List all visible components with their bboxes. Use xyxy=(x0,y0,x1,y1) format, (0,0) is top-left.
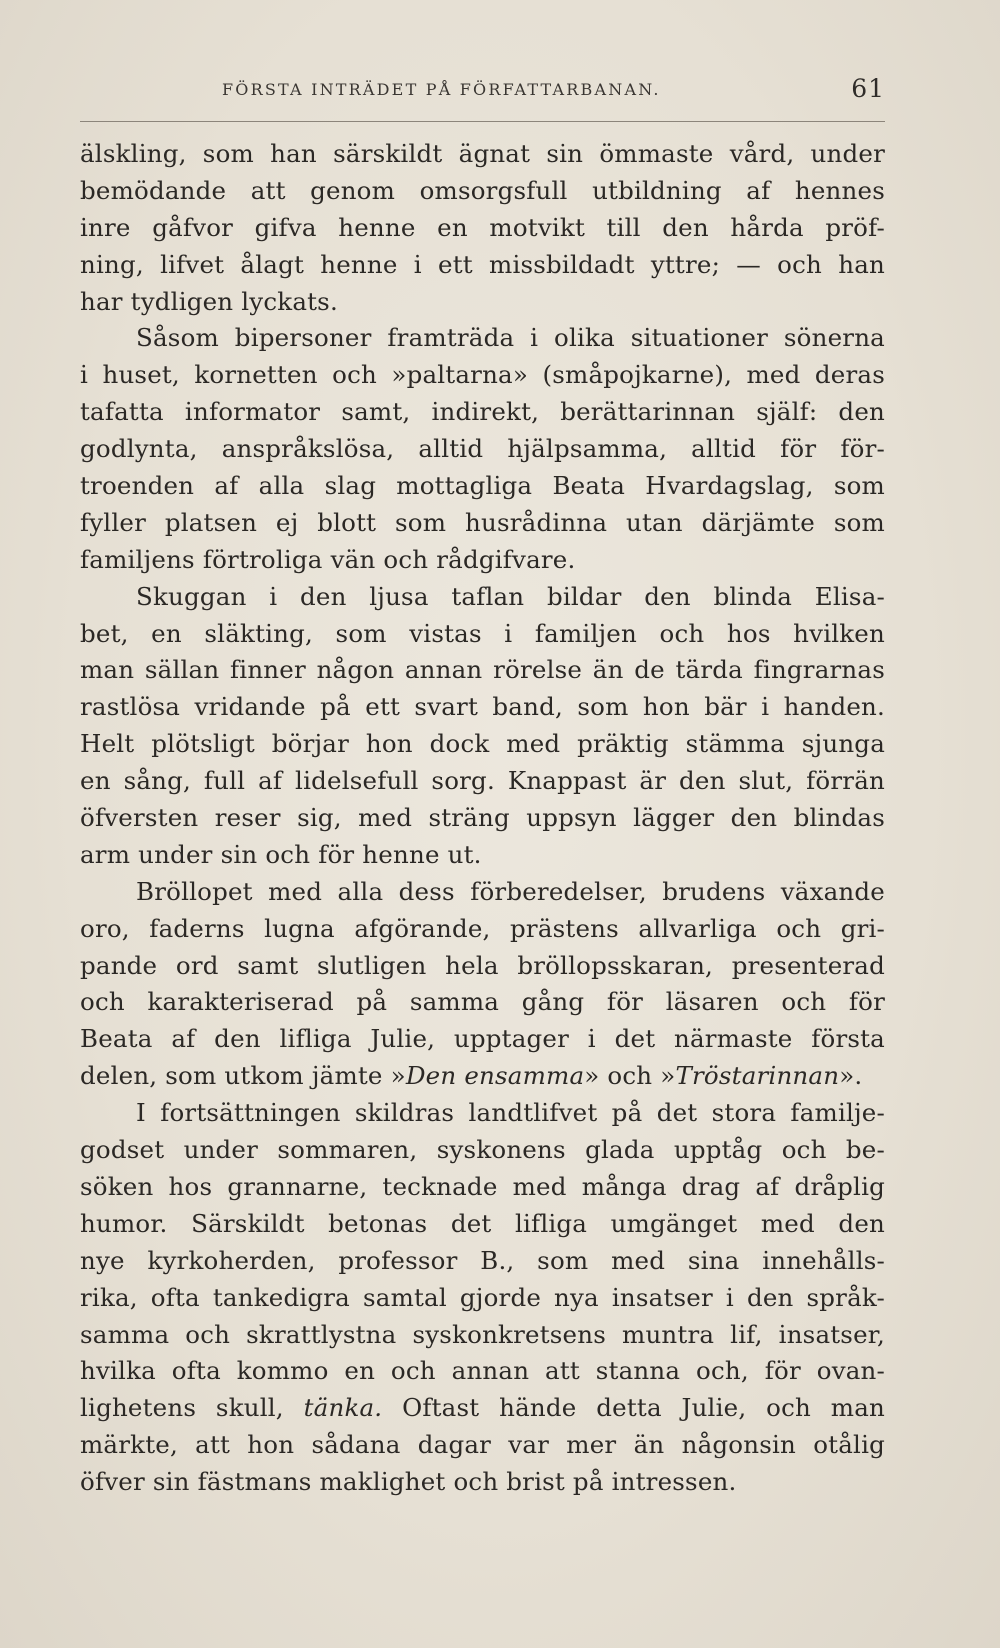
text-line xyxy=(80,1058,885,1095)
text-line: öfversten reser sig, med sträng uppsyn lägger den blindas xyxy=(80,803,885,833)
text-fragment: delen, som utkom jämte » xyxy=(80,1061,406,1091)
text-line: oro, faderns lugna afgörande, prästens allvarliga och gri- xyxy=(80,913,885,943)
text-line: rastlösa vridande på ett svart band, som hon bär i handen. xyxy=(80,692,885,722)
text-line: man sällan finner någon annan rörelse än de tärda fingrarnas xyxy=(80,655,885,685)
body-text xyxy=(80,136,885,1501)
text-line: nye kyrkoherden, professor B., som med sina innehålls- xyxy=(80,1245,885,1275)
text-line: tafatta informator samt, indirekt, berättarinnan själf: den xyxy=(80,397,885,427)
text-line: pande ord samt slutligen hela bröllopsskaran, presenterad xyxy=(80,950,885,980)
text-line: humor. Särskildt betonas det lifliga umgänget med den xyxy=(80,1208,885,1238)
text-line: inre gåfvor gifva henne en motvikt till den hårda pröf- xyxy=(80,212,885,242)
paragraph-first-line: Såsom bipersoner framträda i olika situationer sönerna xyxy=(136,323,885,353)
paragraph-first-line: I fortsättningen skildras landtlifvet på det stora familje- xyxy=(136,1098,885,1128)
page-header xyxy=(80,74,885,116)
page-number: 61 xyxy=(851,74,885,103)
text-line: hvilka ofta kommo en och annan att stanna och, för ovan- xyxy=(80,1356,885,1386)
text-fragment: » och » xyxy=(584,1061,676,1091)
paragraph-first-line: Bröllopet med alla dess förberedelser, brudens växande xyxy=(136,876,885,906)
text-line: märkte, att hon sådana dagar var mer än någonsin otålig xyxy=(80,1430,885,1460)
text-line: och karakteriserad på samma gång för läsaren och för xyxy=(80,987,885,1017)
paragraph-first-line: Skuggan i den ljusa taflan bildar den blinda Elisa- xyxy=(136,581,885,611)
text-line: samma och skrattlystna syskonkretsens muntra lif, insatser, xyxy=(80,1319,885,1349)
text-line: öfver sin fästmans maklighet och brist på intressen. xyxy=(80,1467,737,1497)
text-fragment: lighetens skull, xyxy=(80,1393,304,1423)
italic-title: Tröstarinnan xyxy=(675,1061,840,1091)
text-line: troenden af alla slag mottagliga Beata Hvardagslag, som xyxy=(80,471,885,501)
text-line: bet, en släkting, som vistas i familjen och hos hvilken xyxy=(80,618,885,648)
header-rule xyxy=(80,121,885,122)
running-head: FÖRSTA INTRÄDET PÅ FÖRFATTARBANAN. xyxy=(222,80,661,99)
text-line: bemödande att genom omsorgsfull utbildning af hennes xyxy=(80,175,885,205)
text-fragment: Oftast hände detta Julie, och man xyxy=(382,1393,885,1423)
text-line: familjens förtroliga vän och rådgifvare. xyxy=(80,544,576,574)
italic-word: tänka. xyxy=(303,1393,383,1423)
text-line: har tydligen lyckats. xyxy=(80,286,338,316)
text-line: Helt plötsligt börjar hon dock med präktig stämma sjunga xyxy=(80,729,885,759)
italic-title: Den ensamma xyxy=(405,1061,585,1091)
text-line: i huset, kornetten och »paltarna» (småpojkarne), med deras xyxy=(80,360,885,390)
text-line: älskling, som han särskildt ägnat sin ömmaste vård, under xyxy=(80,139,885,168)
text-line: fyller platsen ej blott som husrådinna utan därjämte som xyxy=(80,507,885,537)
text-line: rika, ofta tankedigra samtal gjorde nya insatser i den språk- xyxy=(80,1282,885,1312)
text-line xyxy=(80,1390,885,1427)
text-line: ning, lifvet ålagt henne i ett missbildadt yttre; — och han xyxy=(80,249,885,279)
text-line: Beata af den lifliga Julie, upptager i det närmaste första xyxy=(80,1024,885,1054)
text-line: arm under sin och för henne ut. xyxy=(80,839,482,869)
text-line: söken hos grannarne, tecknade med många drag af dråplig xyxy=(80,1171,885,1201)
text-line: godset under sommaren, syskonens glada upptåg och be- xyxy=(80,1135,885,1165)
text-fragment: ». xyxy=(839,1061,863,1091)
text-line: en sång, full af lidelsefull sorg. Knappast är den slut, förrän xyxy=(80,766,885,796)
text-line: godlynta, anspråkslösa, alltid hjälpsamma, alltid för för- xyxy=(80,434,885,464)
